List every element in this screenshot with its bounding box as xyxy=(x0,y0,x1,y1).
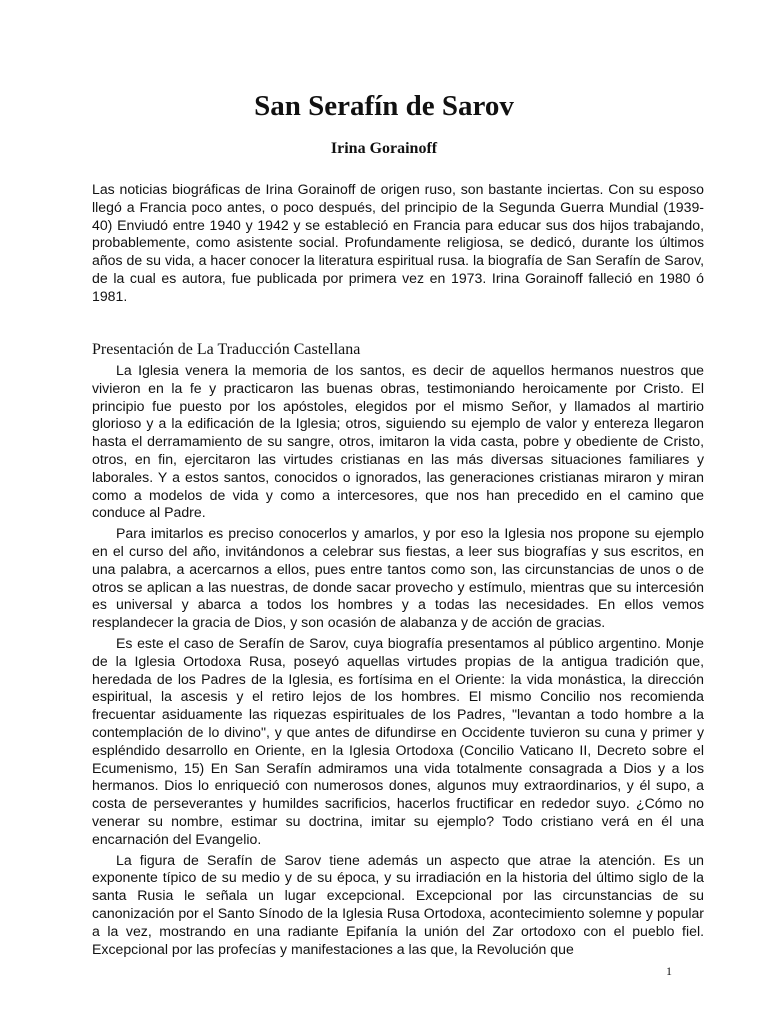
document-title: San Serafín de Sarov xyxy=(254,90,514,122)
body-paragraph: Es este el caso de Serafín de Sarov, cuya biografía presentamos al público argentino. Monje de la Iglesia Ortodoxa Rusa, poseyó aquellas virtudes propias de la antigua tradición que, heredada de los Padres de la Iglesia, es fortísima en el Oriente: la vida monástica, la dirección espiritual, la ascesis y el retiro lejos de los hombres. El mismo Concilio nos recomienda frecuentar asiduamente las riquezas espirituales de los Padres, "levantan a todo hombre a la contemplación de lo divino", y que antes de difundirse en Occidente tuvieron su cuna y primer y espléndido desarrollo en Oriente, en la Iglesia Ortodoxa (Concilio Vaticano II, Decreto sobre el Ecumenismo, 15) En San Serafín admiramos una vida totalmente consagrada a Dios y a los hermanos. Dios lo enriqueció con numerosos dones, algunos muy extraordinarios, y él supo, a costa de perseverantes y humildes sacrificios, hacerlos fructificar en rededor suyo. ¿Cómo no venerar su nombre, estimar su doctrina, imitar su ejemplo? Todo cristiano verá en él una encarnación del Evangelio. xyxy=(92,634,704,847)
body-paragraph: La Iglesia venera la memoria de los santos, es decir de aquellos hermanos nuestros que vivieron en la fe y practicaron las buenas obras, testimoniando heroicamente por Cristo. El principio fue puesto por los apóstoles, elegidos por el mismo Señor, y llamados al martirio glorioso y a la edificación de la Iglesia; otros, siguiendo su ejemplo de valor y entereza llegaron hasta el derramamiento de su sangre, otros, imitaron la vida casta, pobre y obediente de Cristo, otros, en fin, ejercitaron las virtudes cristianas en las más diversas situaciones familiares y laborales. Y a estos santos, conocidos o ignorados, las generaciones cristianas miraron y miran como a modelos de vida y como a intercesores, que nos han precedido en el camino que conduce al Padre. xyxy=(92,362,704,521)
author-name: Irina Gorainoff xyxy=(330,140,438,157)
intro-paragraph: Las noticias biográficas de Irina Gorainoff de origen ruso, son bastante inciertas. Con su esposo llegó a Francia poco antes, o poco después, del principio de la Segunda Guerra Mundial (1939-40) Enviudó entre 1940 y 1942 y se estableció en Francia para educar sus dos hijos trabajando, probablemente, como asistente social. Profundamente religiosa, se dedicó, durante los últimos años de su vida, a hacer conocer la literatura espiritual rusa. la biografía de San Serafín de Sarov, de la cual es autora, fue publicada por primera vez en 1973. Irina Gorainoff falleció en 1980 ó 1981. xyxy=(92,181,704,304)
body-text xyxy=(92,362,704,961)
section-heading: Presentación de La Traducción Castellana xyxy=(92,341,361,358)
page-number: 1 xyxy=(666,964,672,978)
body-paragraph: Para imitarlos es preciso conocerlos y amarlos, y por eso la Iglesia nos propone su ejemplo en el curso del año, invitándonos a celebrar sus fiestas, a leer sus biografías y sus escritos, en una palabra, a acercarnos a ellos, pues entre tantos como son, las circunstancias de unos o de otros se aplican a las nuestras, de donde sacar provecho y estímulo, mientras que su intercesión es universal y abarca a todos los hombres y a todas las necesidades. En ellos vemos resplandecer la gracia de Dios, y son ocasión de alabanza y de acción de gracias. xyxy=(92,525,704,631)
body-paragraph: La figura de Serafín de Sarov tiene además un aspecto que atrae la atención. Es un exponente típico de su medio y de su época, y su irradiación en la historia del último siglo de la santa Rusia le señala un lugar excepcional. Excepcional por las circunstancias de su canonización por el Santo Sínodo de la Iglesia Rusa Ortodoxa, acontecimiento solemne y popular a la vez, mostrando en una radiante Epifanía la unión del Zar ortodoxo con el pueblo fiel. Excepcional por las profecías y manifestaciones a las que, la Revolución que xyxy=(92,851,704,957)
